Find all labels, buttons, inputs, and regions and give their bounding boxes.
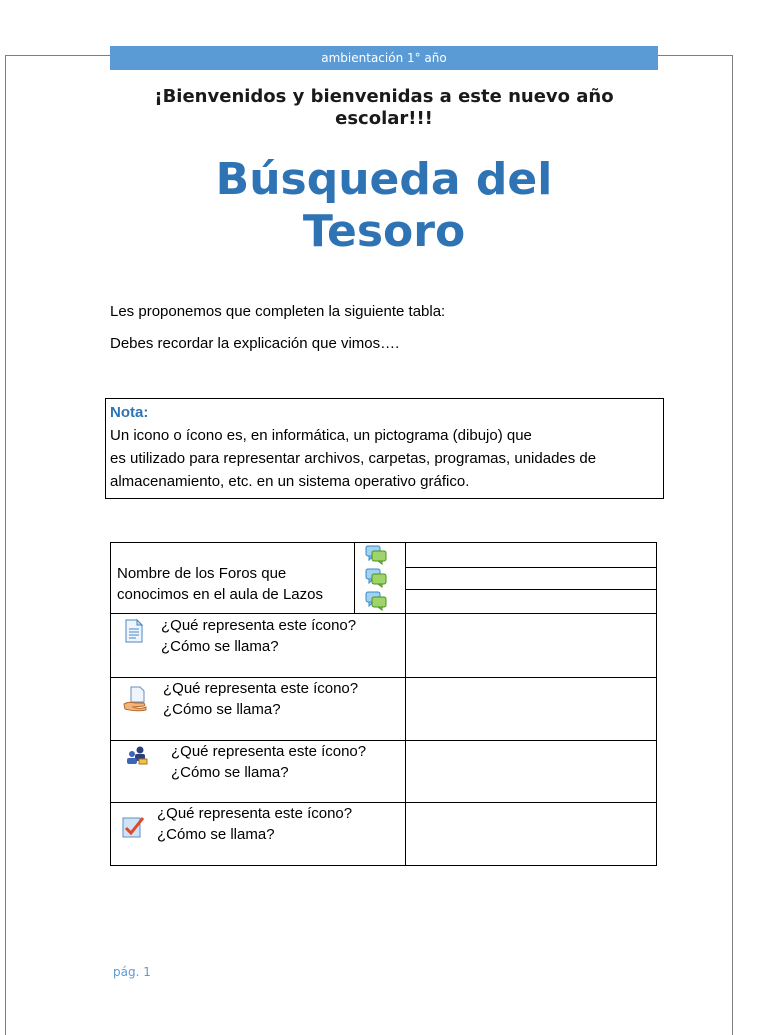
forum-icon xyxy=(365,591,387,613)
question-1-line-1: ¿Qué representa este ícono? xyxy=(161,617,357,634)
question-3 xyxy=(171,741,366,783)
answer-question-1[interactable] xyxy=(406,614,657,677)
page-title xyxy=(110,154,658,258)
nota-line-3: almacenamiento, etc. en un sistema operativo gráfico. xyxy=(110,473,470,490)
question-2-line-1: ¿Qué representa este ícono? xyxy=(163,680,359,697)
forum-icon xyxy=(365,545,387,567)
question-2 xyxy=(163,678,358,720)
nota-label: Nota: xyxy=(110,404,149,421)
foros-label-line-1: Nombre de los Foros que xyxy=(117,565,287,582)
title-line-1: Búsqueda del xyxy=(215,154,553,205)
page-number: pág. 1 xyxy=(113,965,151,979)
answer-question-4[interactable] xyxy=(406,803,657,865)
header-bar xyxy=(110,46,658,70)
question-2-line-2: ¿Cómo se llama? xyxy=(163,701,281,718)
answer-question-3[interactable] xyxy=(406,741,657,802)
question-4-line-1: ¿Qué representa este ícono? xyxy=(157,805,353,822)
welcome-line-1: ¡Bienvenidos y bienvenidas a este nuevo año xyxy=(154,86,614,107)
answer-forum-3[interactable] xyxy=(406,590,657,613)
foros-label-line-2: conocimos en el aula de Lazos xyxy=(117,586,323,603)
welcome-line-2: escolar!!! xyxy=(335,108,433,129)
intro-paragraph-1: Les proponemos que completen la siguiente tabla: xyxy=(110,303,446,320)
answer-question-2[interactable] xyxy=(406,678,657,740)
question-3-line-1: ¿Qué representa este ícono? xyxy=(171,743,367,760)
nota-box xyxy=(105,398,664,499)
page-document-icon xyxy=(123,619,145,641)
question-1 xyxy=(161,615,356,657)
title-line-2: Tesoro xyxy=(302,206,466,257)
hand-file-icon xyxy=(123,686,145,708)
nota-line-1: Un icono o ícono es, en informática, un pictograma (dibujo) que xyxy=(110,427,532,444)
header-label: ambientación 1° año xyxy=(321,51,447,65)
treasure-table xyxy=(110,542,657,866)
assignment-check-icon xyxy=(121,815,143,837)
nota-line-2: es utilizado para representar archivos, carpetas, programas, unidades de xyxy=(110,450,597,467)
question-3-line-2: ¿Cómo se llama? xyxy=(171,764,289,781)
intro-paragraph-2: Debes recordar la explicación que vimos…. xyxy=(110,335,400,352)
question-4-line-2: ¿Cómo se llama? xyxy=(157,826,275,843)
welcome-heading xyxy=(110,86,658,130)
answer-forum-2[interactable] xyxy=(406,568,657,589)
answer-forum-1[interactable] xyxy=(406,544,657,567)
question-1-line-2: ¿Cómo se llama? xyxy=(161,638,279,655)
question-4 xyxy=(157,803,352,845)
chat-users-icon xyxy=(125,745,147,767)
foros-label xyxy=(117,563,357,605)
forum-icon xyxy=(365,568,387,590)
